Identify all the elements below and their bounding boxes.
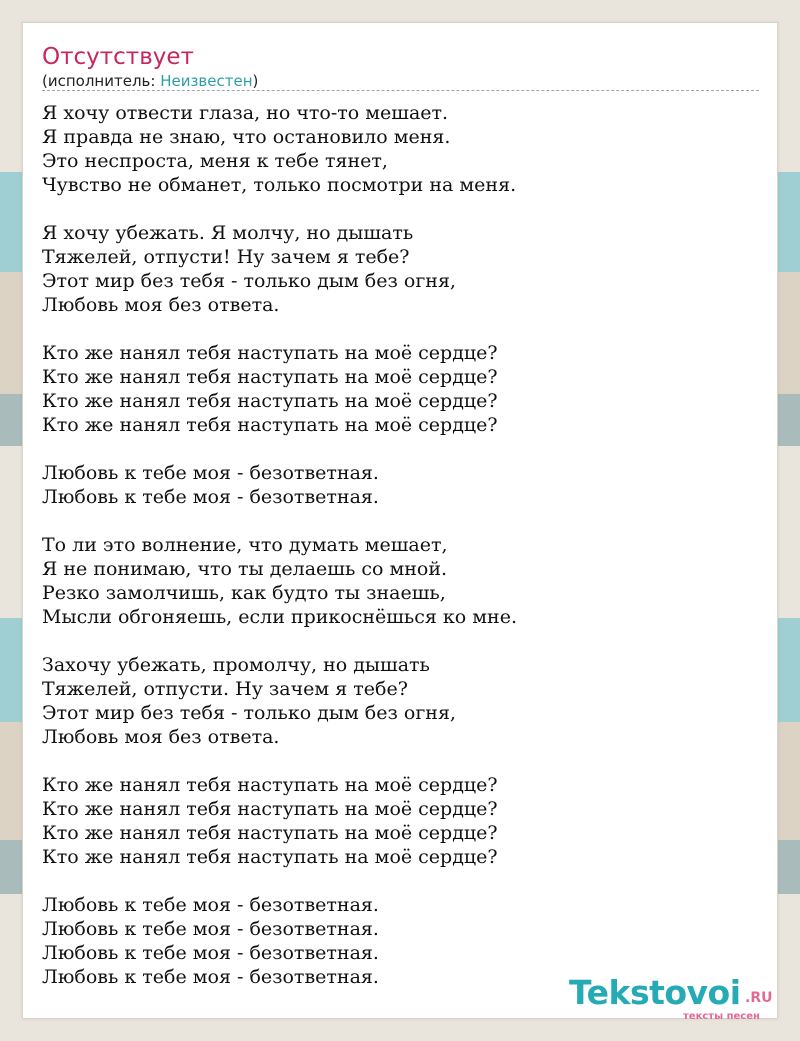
- lyric-line: Кто же нанял тебя наступать на моё сердце?: [42, 846, 498, 868]
- artist-line: [42, 71, 258, 91]
- lyrics-card: [22, 22, 778, 1022]
- lyrics-verse: [42, 533, 762, 629]
- lyric-line: Кто же нанял тебя наступать на моё сердце?: [42, 774, 498, 796]
- lyric-line: Я правда не знаю, что остановило меня.: [42, 126, 451, 148]
- artist-suffix: ): [252, 72, 259, 90]
- lyric-line: Тяжелей, отпусти. Ну зачем я тебе?: [42, 678, 408, 700]
- lyric-line: Кто же нанял тебя наступать на моё сердце?: [42, 342, 498, 364]
- artist-prefix: (исполнитель:: [42, 72, 161, 90]
- lyric-line: Кто же нанял тебя наступать на моё сердце?: [42, 414, 498, 436]
- lyric-line: Кто же нанял тебя наступать на моё сердце?: [42, 390, 498, 412]
- lyrics-verse: [42, 773, 762, 869]
- lyrics-verse: [42, 461, 762, 509]
- song-title: Отсутствует: [42, 44, 194, 70]
- lyrics-verse: [42, 221, 762, 317]
- lyric-line: Резко замолчишь, как будто ты знаешь,: [42, 582, 446, 604]
- lyric-line: Мысли обгоняешь, если прикоснёшься ко мне.: [42, 606, 518, 628]
- lyrics-verse: [42, 101, 762, 197]
- lyric-line: Любовь к тебе моя - безответная.: [42, 462, 379, 484]
- lyric-line: Этот мир без тебя - только дым без огня,: [42, 270, 456, 292]
- logo-domain: .RU: [745, 990, 773, 1006]
- lyric-line: Чувство не обманет, только посмотри на меня.: [42, 174, 517, 196]
- lyrics-verse: [42, 653, 762, 749]
- logo-wordmark: Tekstovoi: [569, 973, 741, 1012]
- title-divider: [42, 90, 759, 91]
- lyric-line: Тяжелей, отпусти! Ну зачем я тебе?: [42, 246, 410, 268]
- lyric-line: Это неспроста, меня к тебе тянет,: [42, 150, 388, 172]
- lyrics-text: [42, 101, 762, 1013]
- lyric-line: Любовь моя без ответа.: [42, 294, 280, 316]
- lyric-line: Этот мир без тебя - только дым без огня,: [42, 702, 456, 724]
- lyric-line: Кто же нанял тебя наступать на моё сердце?: [42, 798, 498, 820]
- lyrics-verse: [42, 341, 762, 437]
- lyric-line: Любовь к тебе моя - безответная.: [42, 942, 379, 964]
- lyric-line: Любовь моя без ответа.: [42, 726, 280, 748]
- lyric-line: Любовь к тебе моя - безответная.: [42, 894, 379, 916]
- lyric-line: Захочу убежать, промолчу, но дышать: [42, 654, 430, 676]
- artist-link[interactable]: Неизвестен: [160, 72, 253, 90]
- lyric-line: Любовь к тебе моя - безответная.: [42, 918, 379, 940]
- lyric-line: Любовь к тебе моя - безответная.: [42, 966, 379, 988]
- lyric-line: Кто же нанял тебя наступать на моё сердце?: [42, 822, 498, 844]
- lyric-line: То ли это волнение, что думать мешает,: [42, 534, 448, 556]
- lyric-line: Я хочу отвести глаза, но что-то мешает.: [42, 102, 449, 124]
- lyric-line: Кто же нанял тебя наступать на моё сердце?: [42, 366, 498, 388]
- site-logo[interactable]: [569, 973, 779, 1023]
- lyric-line: Любовь к тебе моя - безответная.: [42, 486, 379, 508]
- lyric-line: Я хочу убежать. Я молчу, но дышать: [42, 222, 414, 244]
- lyric-line: Я не понимаю, что ты делаешь со мной.: [42, 558, 448, 580]
- logo-subtitle: тексты песен: [683, 1011, 760, 1022]
